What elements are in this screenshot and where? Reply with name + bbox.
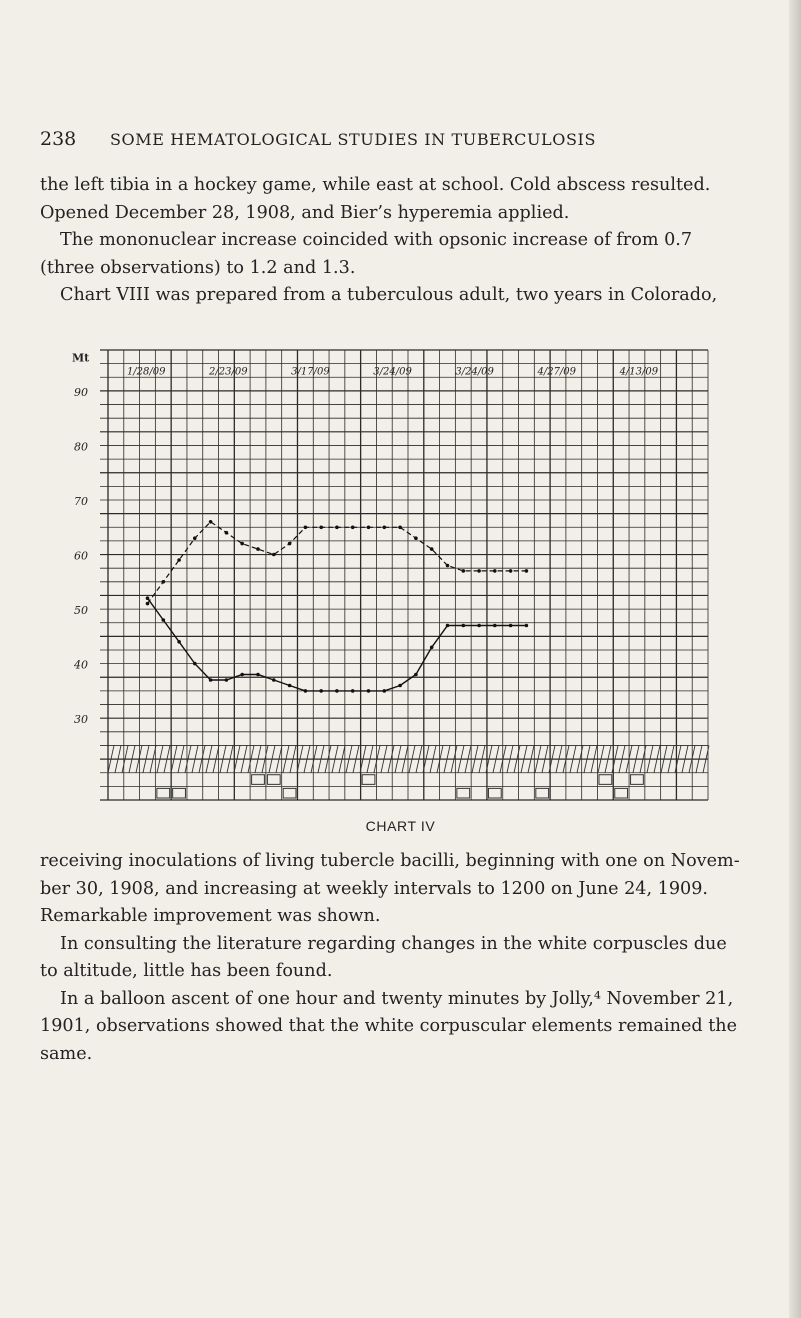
- data-point: [446, 564, 450, 568]
- page-header: [40, 128, 755, 158]
- running-head: SOME HEMATOLOGICAL STUDIES IN TUBERCULOSIS: [110, 130, 597, 149]
- data-point: [225, 531, 229, 535]
- data-point: [351, 526, 355, 530]
- text-line: receiving inoculations of living tubercle bacilli, beginning with one on Novem-: [40, 851, 740, 871]
- data-point: [525, 569, 529, 573]
- data-point: [477, 569, 481, 573]
- data-point: [493, 624, 497, 628]
- chart-background: [68, 340, 718, 810]
- data-point: [335, 689, 339, 693]
- text-line: In a balloon ascent of one hour and twenty minutes by Jolly,⁴ November 21,: [60, 988, 734, 1009]
- corner-label: Mt: [72, 351, 90, 365]
- date-label: 4/13/09: [619, 366, 659, 378]
- data-point: [146, 596, 150, 600]
- date-label: 3/24/09: [455, 366, 494, 378]
- y-tick-label: 30: [74, 713, 88, 727]
- data-point: [509, 624, 513, 628]
- data-point: [256, 547, 260, 551]
- data-point: [319, 526, 323, 530]
- y-tick-label: 50: [74, 604, 88, 618]
- data-point: [162, 618, 166, 622]
- data-point: [240, 673, 244, 677]
- data-point: [493, 569, 497, 573]
- data-point: [177, 558, 181, 562]
- y-tick-label: 70: [74, 495, 88, 508]
- data-point: [462, 624, 466, 628]
- text-line: (three observations) to 1.2 and 1.3.: [40, 257, 356, 278]
- date-label: 3/24/09: [373, 366, 412, 378]
- data-point: [193, 662, 197, 666]
- data-point: [319, 689, 323, 693]
- text-line: to altitude, little has been found.: [40, 961, 333, 981]
- chart-caption: CHART IV: [365, 818, 436, 834]
- text-line: The mononuclear increase coincided with opsonic increase of from 0.7: [60, 230, 693, 250]
- text-line: Remarkable improvement was shown.: [40, 906, 381, 926]
- data-point: [414, 536, 418, 540]
- data-point: [367, 689, 371, 693]
- data-point: [288, 542, 292, 546]
- chart-svg: [68, 340, 718, 810]
- data-point: [209, 520, 213, 524]
- data-point: [509, 569, 513, 573]
- data-point: [272, 678, 276, 682]
- data-point: [209, 678, 213, 682]
- text-line: 1901, observations showed that the white corpuscular elements remained the: [40, 1016, 738, 1036]
- y-tick-label: 60: [74, 549, 88, 563]
- text-line: the left tibia in a hockey game, while east at school. Cold abscess resulted.: [40, 175, 711, 195]
- data-point: [288, 684, 292, 688]
- data-point: [240, 542, 244, 546]
- y-tick-label: 80: [74, 440, 88, 454]
- date-label: 3/17/09: [291, 366, 330, 378]
- data-point: [414, 673, 418, 677]
- date-label: 2/23/09: [209, 366, 248, 378]
- text-line: Chart VIII was prepared from a tuberculous adult, two years in Colorado,: [60, 285, 718, 305]
- data-point: [383, 689, 387, 693]
- data-point: [146, 602, 150, 606]
- chart-iv: [68, 340, 718, 810]
- page-edge: [789, 0, 801, 1318]
- data-point: [383, 526, 387, 530]
- date-label: 4/27/09: [537, 366, 577, 378]
- text-line: ber 30, 1908, and increasing at weekly intervals to 1200 on June 24, 1909.: [40, 878, 709, 899]
- text-line: In consulting the literature regarding changes in the white corpuscles due: [60, 933, 727, 954]
- data-point: [525, 624, 529, 628]
- y-tick-label: 40: [74, 658, 88, 672]
- body-text-bottom: [40, 848, 755, 1068]
- body-text-top: [40, 172, 755, 310]
- data-point: [398, 684, 402, 688]
- data-point: [304, 689, 308, 693]
- data-point: [256, 673, 260, 677]
- data-point: [193, 536, 197, 540]
- data-point: [477, 624, 481, 628]
- data-point: [272, 553, 276, 557]
- data-point: [367, 526, 371, 530]
- text-line: same.: [40, 1043, 93, 1064]
- data-point: [462, 569, 466, 573]
- page-number: 238: [40, 128, 77, 150]
- data-point: [430, 547, 434, 551]
- data-point: [351, 689, 355, 693]
- text-line: Opened December 28, 1908, and Bier’s hyperemia applied.: [40, 202, 570, 223]
- data-point: [177, 640, 181, 644]
- date-label: 1/28/09: [126, 366, 166, 378]
- data-point: [335, 526, 339, 530]
- y-tick-label: 90: [74, 385, 88, 399]
- data-point: [225, 678, 229, 682]
- data-point: [398, 526, 402, 530]
- data-point: [446, 624, 450, 628]
- data-point: [304, 526, 308, 530]
- data-point: [162, 580, 166, 584]
- data-point: [430, 646, 434, 650]
